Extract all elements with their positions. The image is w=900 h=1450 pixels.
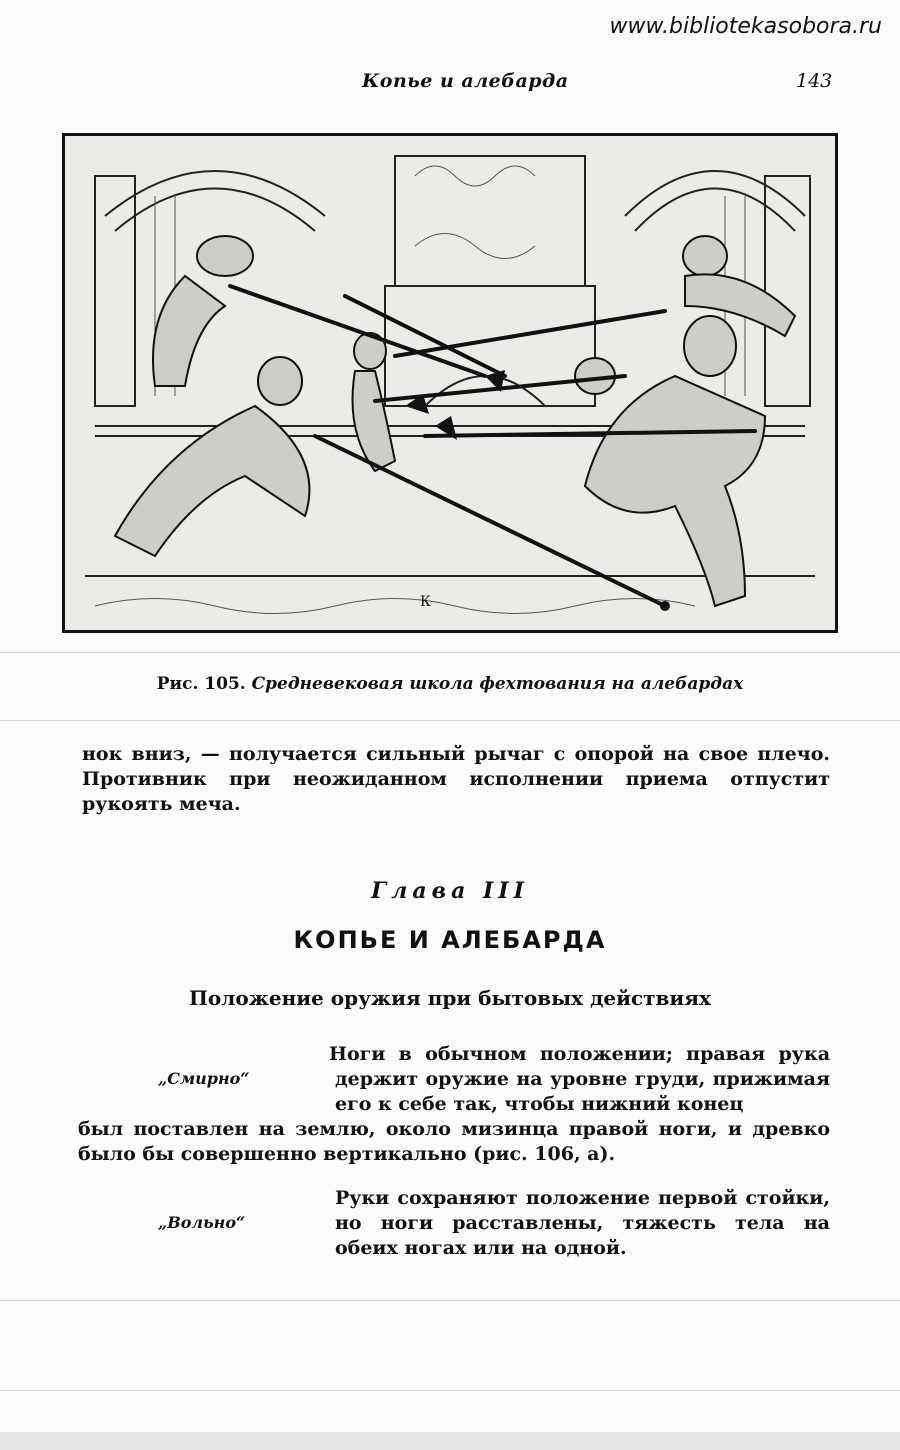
running-head xyxy=(0,70,900,98)
body-paragraph: нок вниз, — получается сильный рычаг с опорой на свое плечо. Противник при неожиданном исполнении приема отпустит рукоять меча. xyxy=(82,743,830,815)
definition-attention: Ноги в обычном положении; правая рука держит оружие на уровне груди, прижимая его к себе так, чтобы нижний конец xyxy=(329,1043,830,1115)
figure-corner-mark: К xyxy=(420,594,431,610)
figure-caption xyxy=(0,674,900,694)
term-attention: „Смирно“ xyxy=(158,1069,250,1088)
section-heading: Положение оружия при бытовых действиях xyxy=(189,986,711,1010)
scan-edge xyxy=(0,1432,900,1450)
chapter-title: КОПЬЕ И АЛЕБАРДА xyxy=(293,926,607,954)
running-title: Копье и алебарда xyxy=(362,70,569,92)
term-at-ease: „Вольно“ xyxy=(158,1213,246,1232)
definition-attention-continued: был поставлен на землю, около мизинца правой ноги, и древко было бы совершенно вертикально (рис. 106, а). xyxy=(78,1118,830,1165)
fencing-school-engraving xyxy=(65,136,835,630)
page-number: 143 xyxy=(796,70,833,92)
figure-caption-text: Средневековая школа фехтования на алебардах xyxy=(251,674,744,694)
engraving-figure xyxy=(62,133,838,633)
chapter-label: Глава III xyxy=(371,878,529,904)
definition-at-ease: Руки сохраняют положение первой стойки, но ноги расставлены, тяжесть тела на обеих ногах или на одной. xyxy=(335,1187,830,1259)
site-watermark: www.bibliotekasobora.ru xyxy=(609,14,882,39)
figure-caption-prefix: Рис. 105. xyxy=(156,674,246,694)
